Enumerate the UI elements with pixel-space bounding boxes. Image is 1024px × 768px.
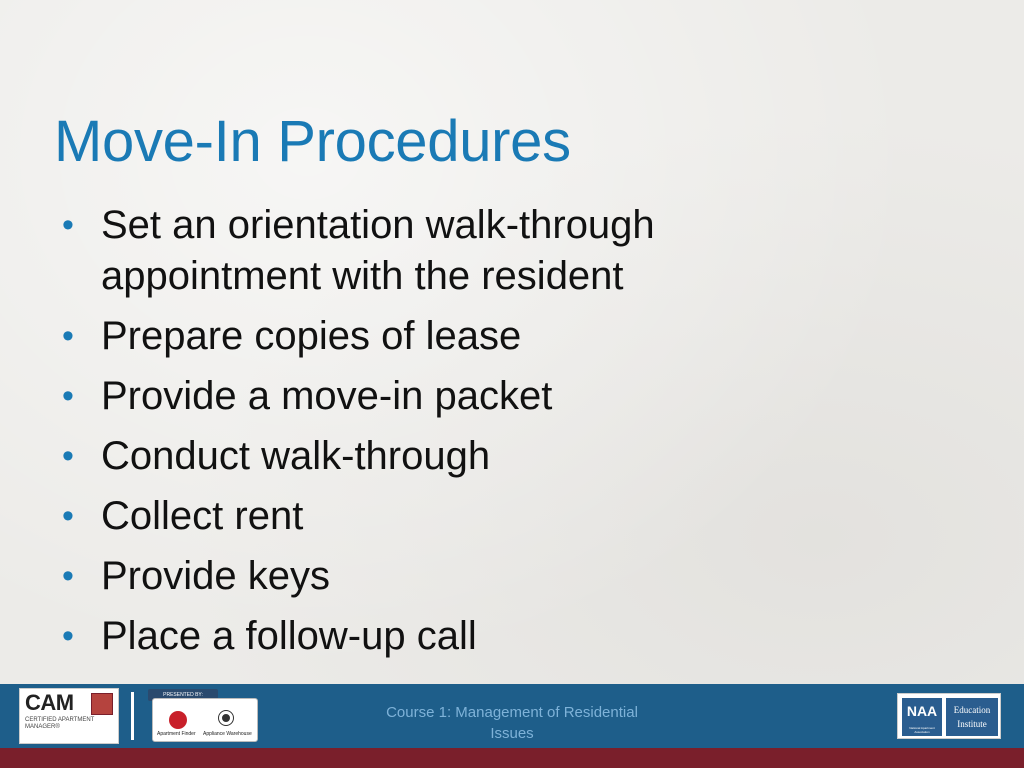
cam-logo-subtitle: CERTIFIED APARTMENT MANAGER®	[25, 717, 95, 730]
cam-logo-word: CAM	[25, 690, 74, 715]
bullet-text: Prepare copies of lease	[101, 314, 522, 358]
presented-by-label: PRESENTED BY:	[148, 689, 218, 701]
slide-title: Move-In Procedures	[54, 109, 571, 174]
bullet-icon: •	[62, 557, 74, 595]
footer-divider	[131, 692, 134, 740]
bullet-item	[60, 200, 800, 302]
footer-course-text: Course 1: Management of Residential Issues	[386, 704, 638, 742]
bullet-item	[60, 371, 800, 422]
bullet-item	[60, 311, 800, 362]
bullet-text: Set an orientation walk-through appointment with the resident	[101, 203, 655, 298]
cam-seal-icon	[91, 693, 113, 715]
apartment-finder-logo-icon	[169, 711, 187, 729]
bullet-icon: •	[62, 437, 74, 475]
appliance-warehouse-logo-icon	[219, 711, 233, 725]
naa-mark-subtitle: National Apartment Association	[909, 726, 935, 734]
bullet-icon: •	[62, 617, 74, 655]
bullet-item	[60, 431, 800, 482]
bullet-icon: •	[62, 497, 74, 535]
bullet-text: Provide a move-in packet	[101, 374, 553, 418]
bullet-item	[60, 491, 800, 542]
education-label: Education	[953, 705, 991, 715]
education-institute-label	[946, 698, 998, 736]
cam-logo	[19, 688, 119, 744]
naa-education-institute-logo	[897, 693, 1001, 739]
sponsor-name: Appliance Warehouse	[203, 731, 252, 737]
bullet-item	[60, 611, 800, 662]
bullet-text: Collect rent	[101, 494, 304, 538]
bullet-icon: •	[62, 206, 74, 244]
institute-label: Institute	[957, 719, 987, 729]
naa-mark: NAA	[902, 698, 942, 736]
bullet-icon: •	[62, 377, 74, 415]
footer-accent-strip	[0, 748, 1024, 768]
bullet-text: Provide keys	[101, 554, 330, 598]
bullet-text: Place a follow-up call	[101, 614, 477, 658]
bullet-list	[60, 200, 800, 671]
bullet-icon: •	[62, 317, 74, 355]
bullet-text: Conduct walk-through	[101, 434, 491, 478]
bullet-item	[60, 551, 800, 602]
sponsor-name: Apartment Finder	[157, 731, 196, 737]
sponsor-logos	[152, 698, 258, 742]
